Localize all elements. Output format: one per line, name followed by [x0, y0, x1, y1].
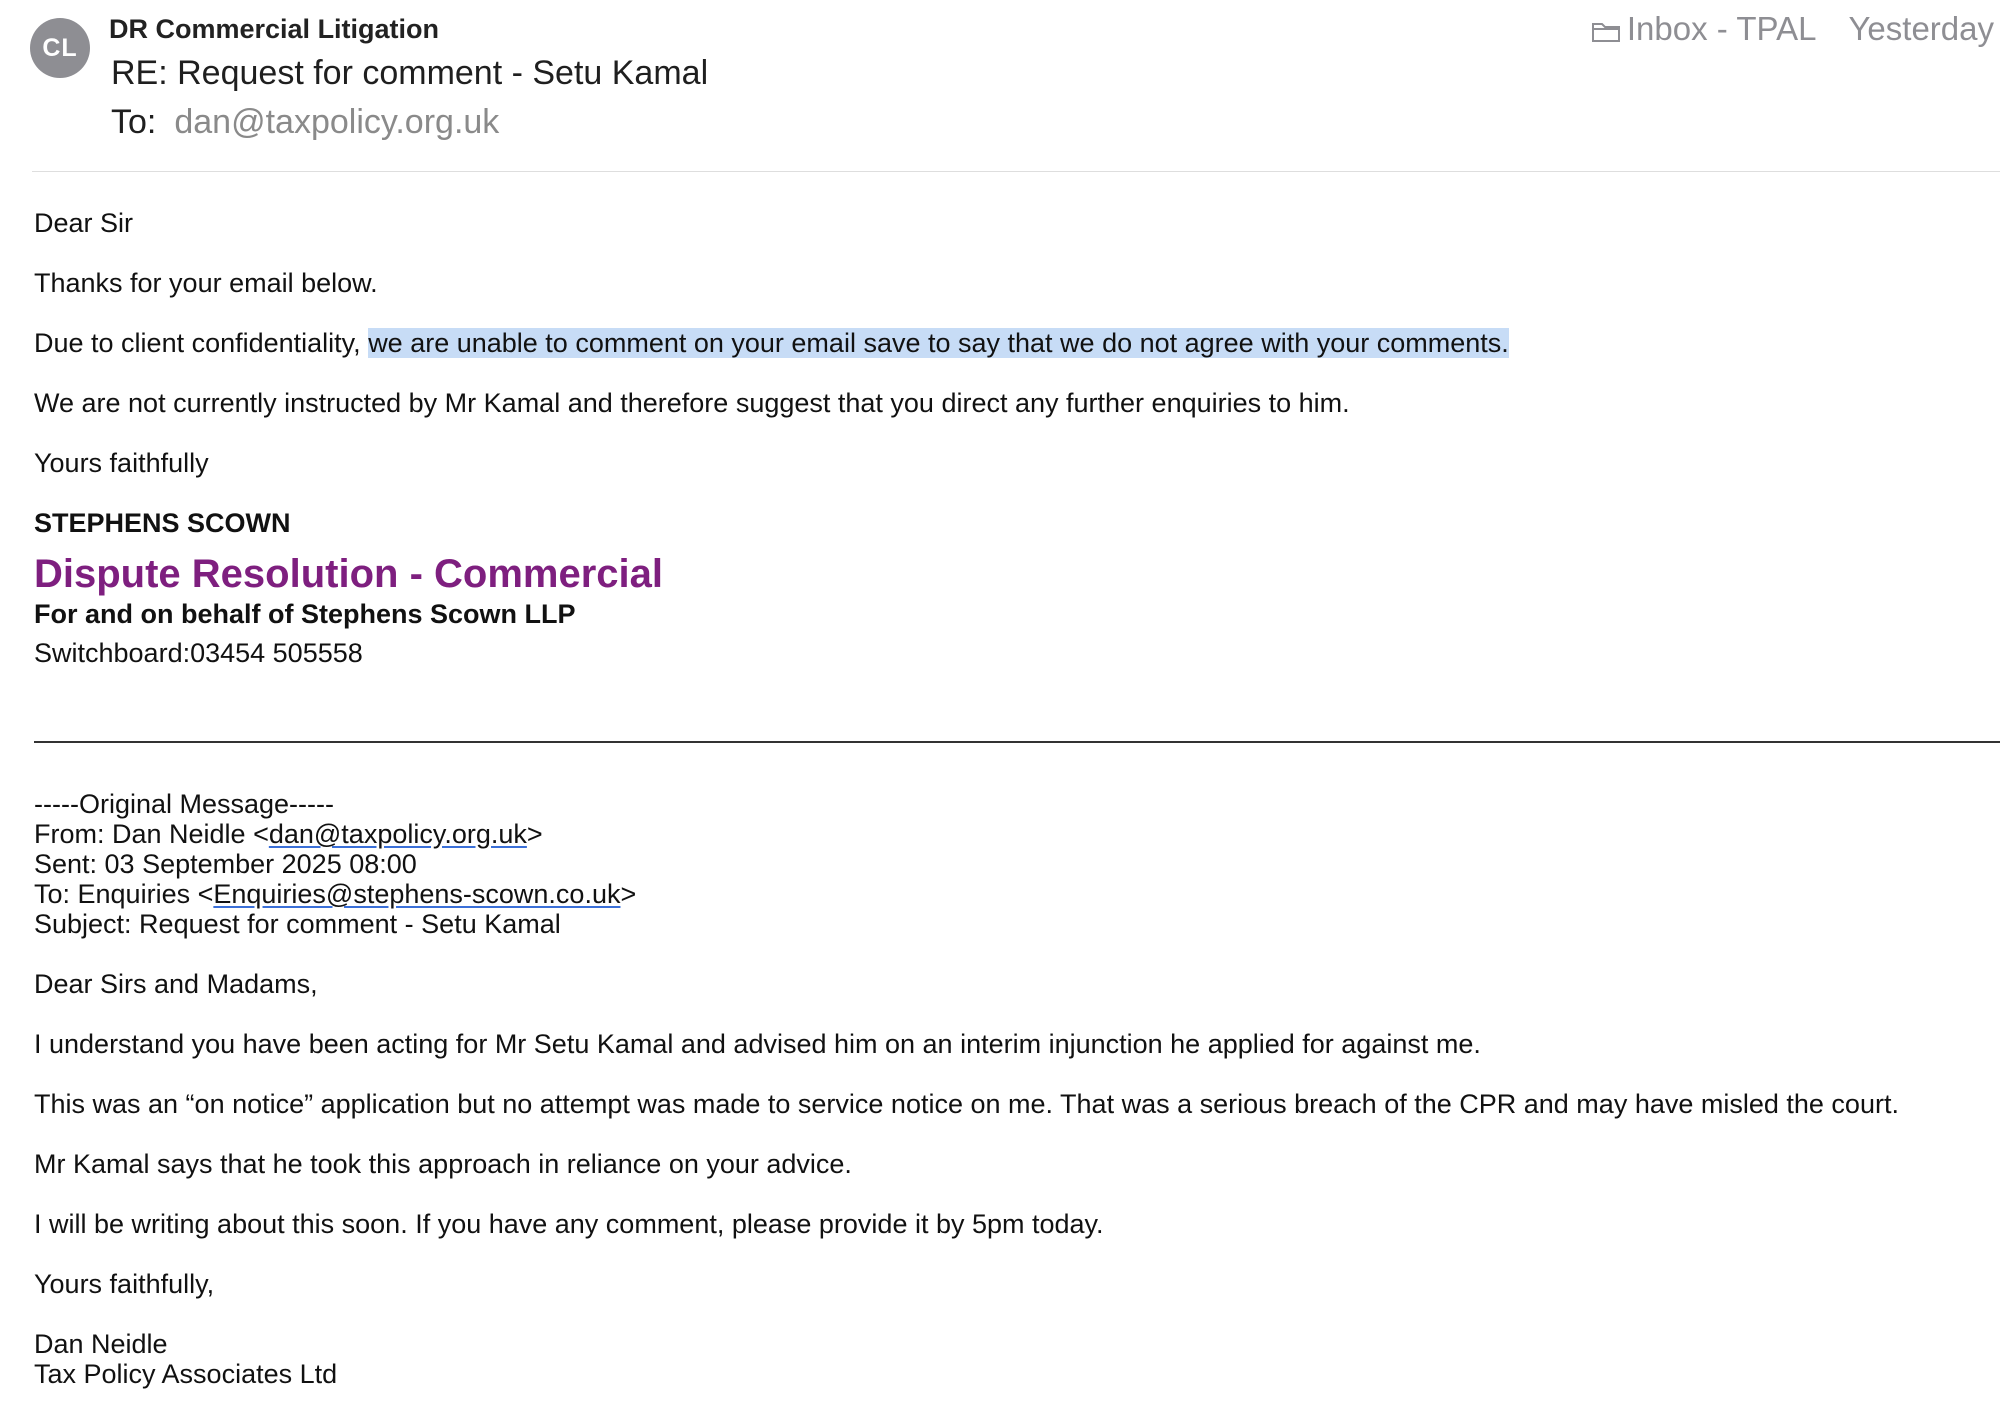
original-from — [34, 819, 543, 849]
reply-signoff: Yours faithfully — [34, 448, 209, 478]
quote-separator — [34, 741, 2000, 743]
original-to — [34, 879, 636, 909]
to-email-link[interactable]: Enquiries@stephens-scown.co.uk — [213, 879, 621, 909]
to-label: To: — [111, 103, 157, 141]
confidentiality-text: Due to client confidentiality, — [34, 328, 369, 358]
original-sent: Sent: 03 September 2025 08:00 — [34, 849, 417, 879]
original-sender-name: Dan Neidle — [34, 1329, 168, 1359]
mailbox-folder[interactable]: Inbox - TPAL — [1626, 10, 1817, 47]
sender-avatar[interactable]: CL — [30, 18, 90, 78]
original-paragraph-4: I will be writing about this soon. If you have any comment, please provide it by 5pm today. — [34, 1209, 1104, 1239]
sender-name[interactable]: DR Commercial Litigation — [109, 14, 440, 44]
message-meta — [1591, 10, 1994, 48]
from-email-link[interactable]: dan@taxpolicy.org.uk — [268, 819, 527, 849]
recipient-address[interactable]: dan@taxpolicy.org.uk — [174, 103, 500, 141]
to-label-original: To: Enquiries < — [34, 879, 214, 909]
header-divider — [32, 171, 2000, 172]
original-subject: Subject: Request for comment - Setu Kamal — [34, 909, 561, 939]
from-close: > — [526, 819, 543, 849]
from-label: From: Dan Neidle < — [34, 819, 269, 849]
original-marker: -----Original Message----- — [34, 789, 335, 819]
original-greeting: Dear Sirs and Madams, — [34, 969, 318, 999]
reply-line-confidentiality — [34, 327, 1509, 359]
firm-name: STEPHENS SCOWN — [34, 508, 291, 538]
original-signoff: Yours faithfully, — [34, 1269, 215, 1299]
original-paragraph-2: This was an “on notice” application but no attempt was made to service notice on me. That was a serious breach of the CPR and may have misled the court. — [34, 1089, 1899, 1119]
original-paragraph-1: I understand you have been acting for Mr Setu Kamal and advised him on an interim injunction he applied for against me. — [34, 1029, 1481, 1059]
folder-icon — [1591, 19, 1621, 43]
reply-greeting: Dear Sir — [34, 208, 134, 238]
department-name: Dispute Resolution - Commercial — [34, 552, 663, 596]
original-paragraph-3: Mr Kamal says that he took this approach in reliance on your advice. — [34, 1149, 852, 1179]
recipient-row — [111, 103, 499, 142]
switchboard-number[interactable]: Switchboard:03454 505558 — [34, 638, 363, 668]
message-header — [0, 0, 2000, 172]
reply-line-thanks: Thanks for your email below. — [34, 268, 378, 298]
message-subject: RE: Request for comment - Setu Kamal — [111, 54, 709, 92]
behalf-line: For and on behalf of Stephens Scown LLP — [34, 599, 576, 629]
original-sender-org: Tax Policy Associates Ltd — [34, 1359, 338, 1389]
highlighted-text[interactable]: we are unable to comment on your email save to say that we do not agree with your comments. — [368, 328, 1509, 358]
message-date: Yesterday — [1848, 10, 1994, 47]
reply-line-instruction: We are not currently instructed by Mr Kamal and therefore suggest that you direct any further enquiries to him. — [34, 388, 1350, 418]
to-close: > — [620, 879, 637, 909]
